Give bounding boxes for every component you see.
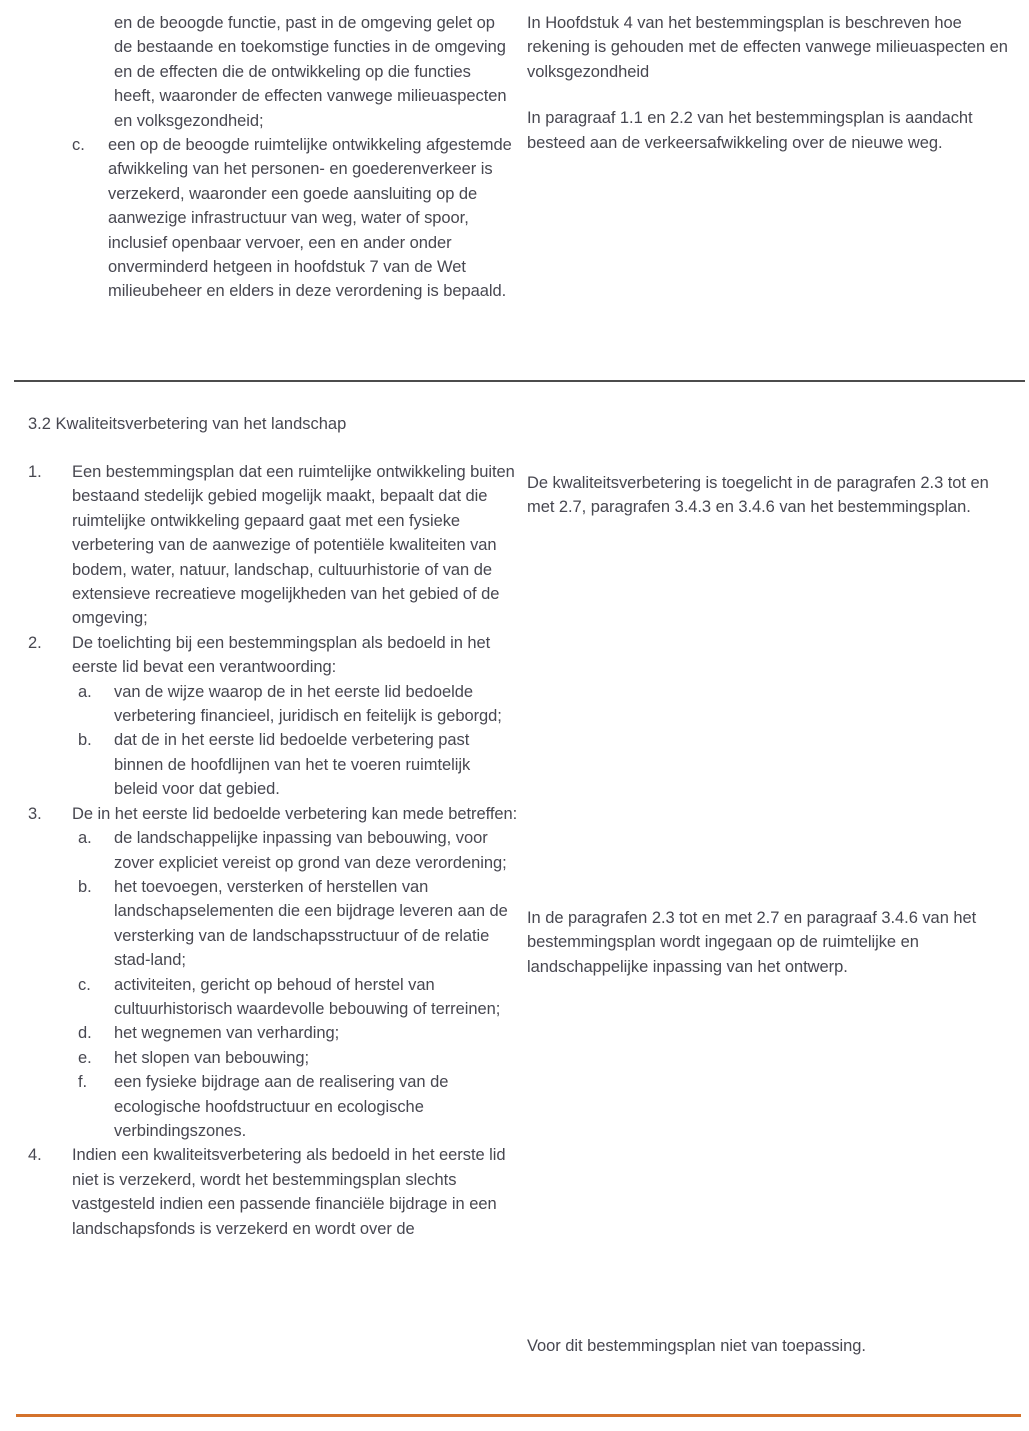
list-marker: 3. bbox=[28, 804, 42, 823]
list-marker: 2. bbox=[28, 633, 42, 652]
sublist bbox=[28, 826, 518, 1143]
section-divider bbox=[14, 380, 1025, 382]
list-item-text: De in het eerste lid bedoelde verbetering kan mede betreffen: bbox=[72, 804, 518, 823]
list-item bbox=[78, 680, 518, 729]
list-item bbox=[0, 133, 512, 304]
list-item bbox=[28, 460, 518, 631]
footer-accent-rule bbox=[16, 1414, 1021, 1417]
list-marker: c. bbox=[72, 136, 85, 155]
list-marker: b. bbox=[78, 877, 92, 896]
list-item bbox=[78, 1070, 518, 1143]
list-item bbox=[78, 826, 518, 875]
list-item-text: een fysieke bijdrage aan de realisering van de ecologische hoofdstructuur en ecologische verbindingszones. bbox=[114, 1073, 449, 1140]
list-item-text: het wegnemen van verharding; bbox=[114, 1024, 340, 1043]
list-marker: e. bbox=[78, 1048, 92, 1067]
top-right-column bbox=[527, 0, 1022, 155]
list-item bbox=[28, 802, 518, 826]
list-marker: f. bbox=[78, 1073, 88, 1092]
list-item bbox=[28, 1143, 518, 1241]
list-item-text: activiteiten, gericht op behoud of herstel van cultuurhistorisch waardevolle bebouwing of terreinen; bbox=[114, 975, 501, 1018]
list-marker: a. bbox=[78, 829, 92, 848]
response-text: In paragraaf 1.1 en 2.2 van het bestemmingsplan is aandacht besteed aan de verkeersafwikkeling over de nieuwe weg. bbox=[527, 109, 973, 152]
list-marker: b. bbox=[78, 731, 92, 750]
list-marker: c. bbox=[78, 975, 91, 994]
list-item bbox=[78, 973, 518, 1022]
list-marker: a. bbox=[78, 682, 92, 701]
list-item bbox=[78, 875, 518, 973]
sublist bbox=[28, 680, 518, 802]
list-item-text: van de wijze waarop de in het eerste lid bedoelde verbetering financieel, juridisch en feitelijk is geborgd; bbox=[114, 682, 502, 726]
response-text: In Hoofdstuk 4 van het bestemmingsplan is beschreven hoe rekening is gehouden met de effecten vanwege milieuaspecten en volksgezondheid bbox=[527, 14, 1008, 81]
section-response-3: Voor dit bestemmingsplan niet van toepassing. bbox=[527, 1337, 866, 1355]
list-item-text: het toevoegen, versterken of herstellen van landschapselementen die een bijdrage leveren aan de versterking van de landschapsstructuur of de relatie stad-land; bbox=[114, 877, 508, 970]
list-item-text: het slopen van bebouwing; bbox=[114, 1048, 310, 1067]
section-response-1: De kwaliteitsverbetering is toegelicht in de paragrafen 2.3 tot en met 2.7, paragrafen 3.4.3 en 3.4.6 van het bestemmingsplan. bbox=[527, 474, 989, 517]
section-heading: 3.2 Kwaliteitsverbetering van het landschap bbox=[28, 415, 347, 433]
list-item bbox=[78, 1021, 518, 1045]
list-item bbox=[28, 631, 518, 680]
top-section bbox=[0, 0, 1029, 378]
list-item-text: Een bestemmingsplan dat een ruimtelijke ontwikkeling buiten bestaand stedelijk gebied mogelijk maakt, bepaalt dat die ruimtelijke ontwikkeling gepaard gaat met een fysieke verbetering van de aanwezige of potentiële kwaliteiten van bodem, water, natuur, landschap, cultuurhistorie of van de extensieve recreatieve mogelijkheden van het gebied of de omgeving; bbox=[72, 463, 515, 628]
list-marker: 4. bbox=[28, 1146, 42, 1165]
list-item bbox=[78, 728, 518, 801]
list-item-text: Indien een kwaliteitsverbetering als bedoeld in het eerste lid niet is verzekerd, wordt het bestemmingsplan slechts vastgesteld indien een passende financiële bijdrage in een landschapsfonds is verzekerd en wordt over de bbox=[72, 1146, 506, 1238]
list-item-text: een op de beoogde ruimtelijke ontwikkeling afgestemde afwikkeling van het personen- en goederenverkeer is verzekerd, waaronder een goede aansluiting op de aanwezige infrastructuur van weg, water of spoor, inclusief openbaar vervoer, een en ander onder onverminderd hetgeen in hoofdstuk 7 van de Wet milieubeheer en elders in deze verordening is bepaald. bbox=[108, 136, 512, 301]
list-marker: 1. bbox=[28, 463, 42, 481]
section-left-column bbox=[28, 460, 518, 1241]
list-item-text: dat de in het eerste lid bedoelde verbetering past binnen de hoofdlijnen van het te voeren ruimtelijk beleid voor dat gebied. bbox=[114, 731, 471, 799]
list-item-text: De toelichting bij een bestemmingsplan als bedoeld in het eerste lid bevat een verantwoording: bbox=[72, 633, 491, 677]
continuation-paragraph: en de beoogde functie, past in de omgeving gelet op de bestaande en toekomstige functies in de omgeving en de effecten die de ontwikkeling op die functies heeft, waaronder de effecten vanwege milieuaspecten en volksgezondheid; bbox=[114, 14, 507, 130]
section-response-2: In de paragrafen 2.3 tot en met 2.7 en paragraaf 3.4.6 van het bestemmingsplan wordt ingegaan op de ruimtelijke en landschappelijke inpassing van het ontwerp. bbox=[527, 909, 977, 976]
list-item bbox=[78, 1046, 518, 1070]
list-item-text: de landschappelijke inpassing van bebouwing, voor zover expliciet vereist op grond van deze verordening; bbox=[114, 829, 507, 872]
top-left-column bbox=[0, 0, 512, 304]
list-marker: d. bbox=[78, 1024, 92, 1043]
